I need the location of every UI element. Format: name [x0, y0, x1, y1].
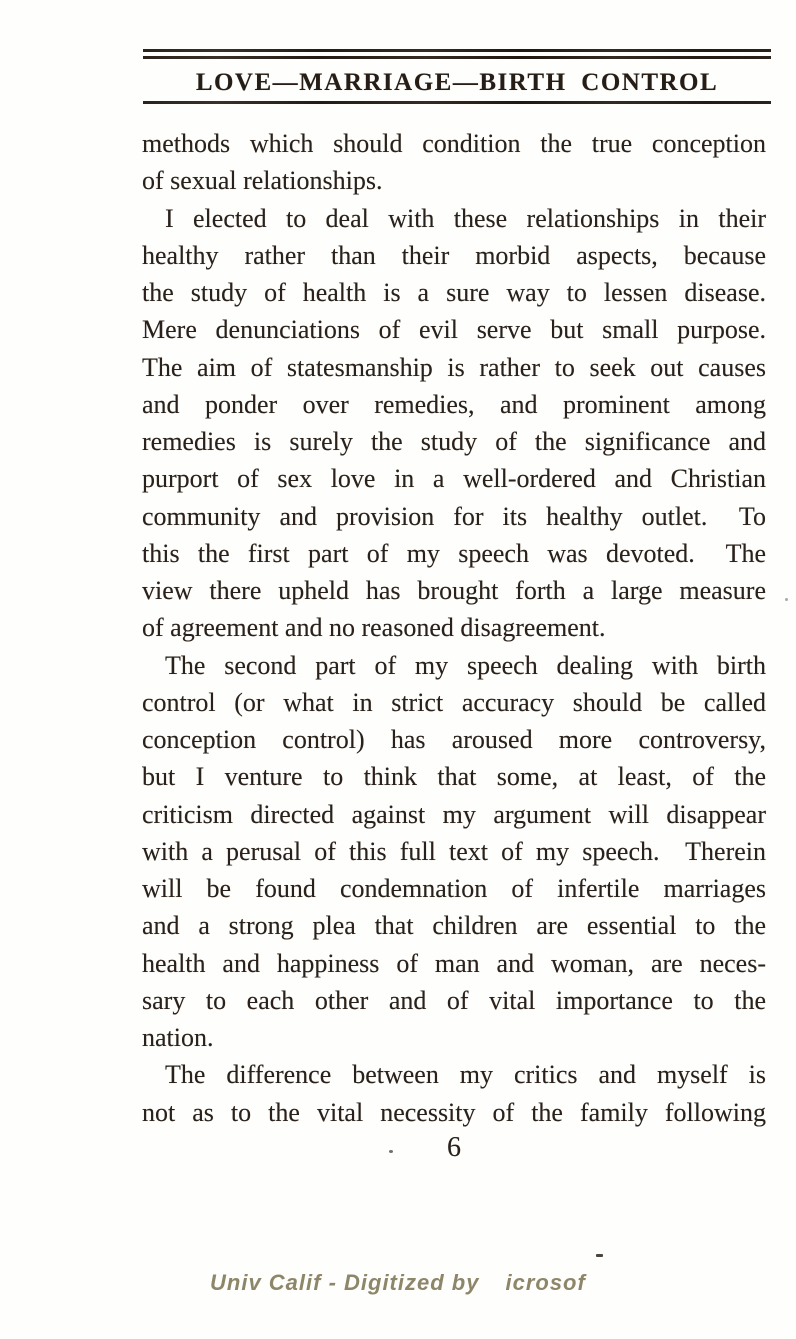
text-line: control (or what in strict accuracy should be called	[142, 687, 766, 717]
digitization-watermark	[210, 1270, 586, 1296]
text-line: health and happiness of man and woman, are neces-	[142, 948, 766, 978]
text-line: with a perusal of this full text of my speech. Therein	[142, 836, 766, 866]
text-line: and a strong plea that children are essential to the	[142, 911, 766, 941]
text-line: this the first part of my speech was devoted. The	[142, 538, 766, 568]
ink-speck	[389, 1150, 393, 1153]
text-line: I elected to deal with these relationships in their	[165, 203, 766, 233]
text-line: Mere denunciations of evil serve but small purpose.	[142, 315, 766, 345]
text-block	[142, 125, 766, 1131]
header-single-rule	[143, 101, 771, 104]
watermark-text-right: icrosof	[505, 1270, 586, 1295]
text-line: conception control) has aroused more controversy,	[142, 725, 766, 754]
text-line: and ponder over remedies, and prominent among	[142, 389, 766, 419]
text-line: of sexual relationships.	[142, 166, 383, 196]
header-double-rule-bottom	[143, 56, 771, 59]
page-number: 6	[447, 1132, 461, 1163]
text-line: of agreement and no reasoned disagreement.	[142, 613, 606, 643]
text-line: community and provision for its healthy outlet. To	[142, 501, 766, 531]
text-line: remedies is surely the study of the significance and	[142, 427, 766, 456]
text-line: but I venture to think that some, at least, of the	[142, 762, 766, 792]
text-line: nation.	[142, 1023, 214, 1052]
text-line: the study of health is a sure way to lessen disease.	[142, 278, 766, 307]
running-head-title: LOVE—MARRIAGE—BIRTH CONTROL	[195, 69, 719, 96]
text-line: will be found condemnation of infertile marriages	[142, 874, 766, 903]
text-line: The difference between my critics and myself is	[165, 1060, 766, 1090]
text-line: The aim of statesmanship is rather to seek out causes	[142, 352, 766, 382]
ink-speck	[596, 1254, 603, 1257]
text-line: The second part of my speech dealing with birth	[165, 650, 766, 680]
text-line: not as to the vital necessity of the family following	[142, 1097, 766, 1127]
text-line: sary to each other and of vital importance to the	[142, 985, 766, 1015]
text-line: purport of sex love in a well-ordered and Christian	[142, 464, 766, 494]
ink-speck	[785, 598, 788, 601]
header-double-rule-top	[143, 49, 771, 52]
text-line: view there upheld has brought forth a large measure	[142, 576, 766, 605]
text-line: healthy rather than their morbid aspects, because	[142, 240, 766, 270]
watermark-text-left: Univ Calif - Digitized by	[210, 1270, 480, 1295]
text-line: methods which should condition the true conception	[142, 129, 766, 158]
text-line: criticism directed against my argument will disappear	[142, 799, 766, 829]
